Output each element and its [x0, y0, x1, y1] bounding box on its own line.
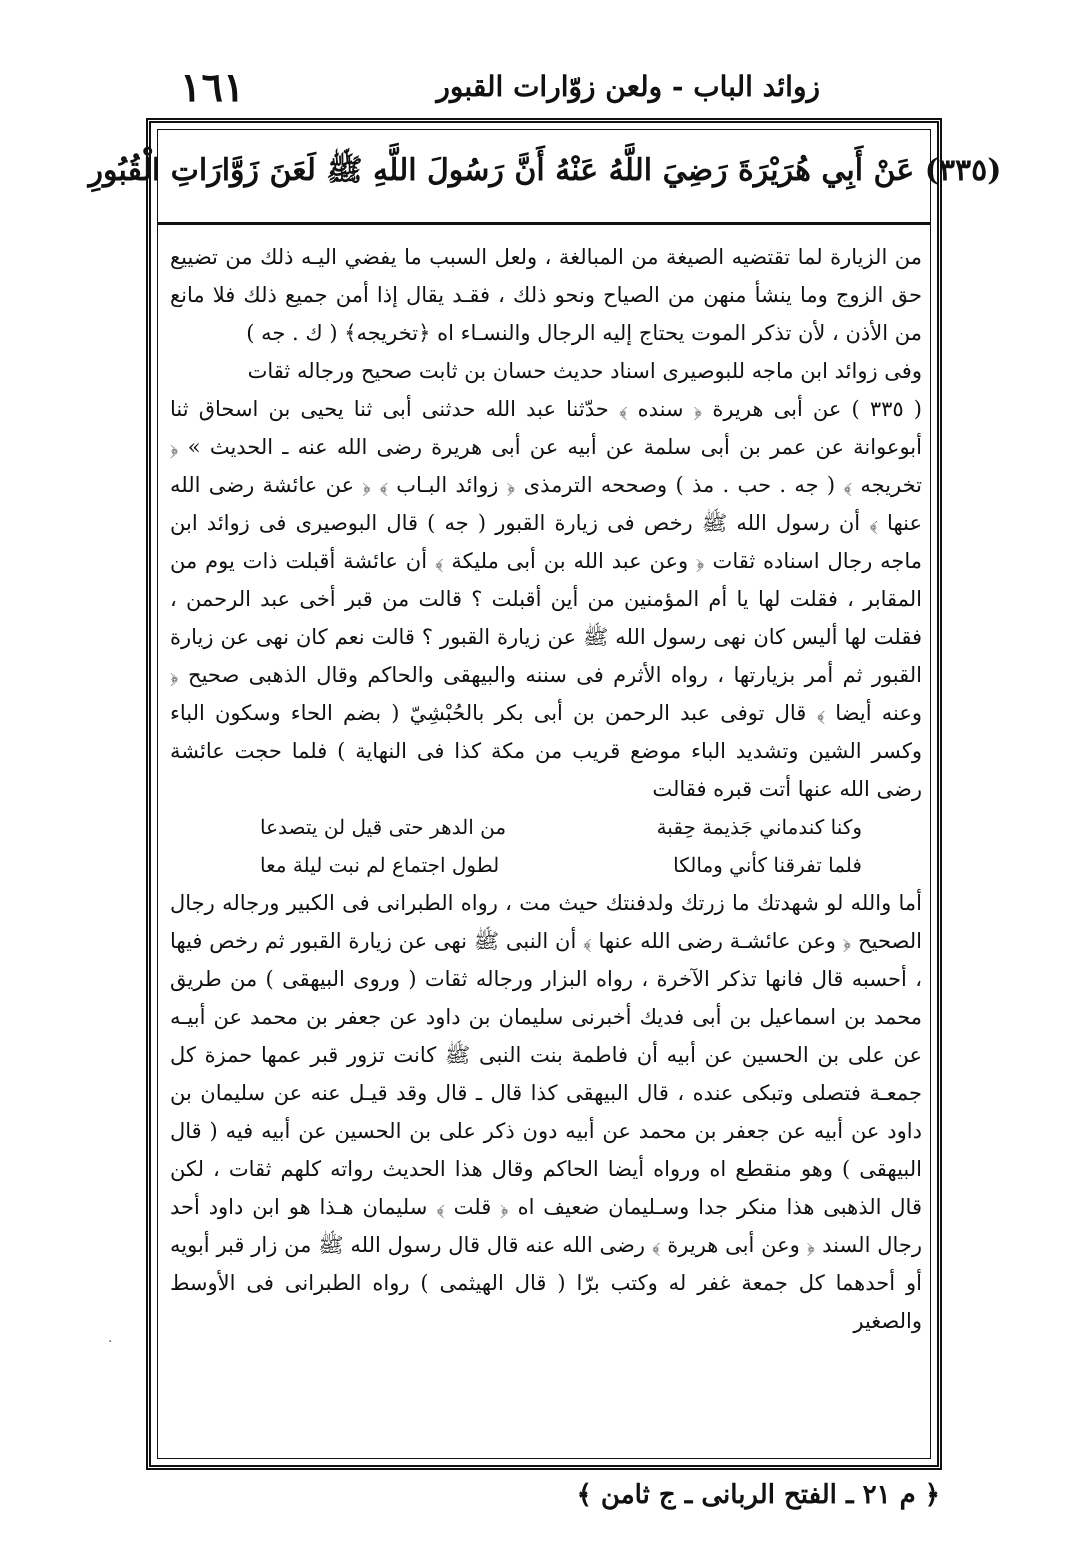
paragraph: ( ٣٣٥ ) عن أبى هريرة ﴿ سنده ﴾ حدّثنا عبد الله حدثنى أبى ثنا يحيى بن اسحاق ثنا أبوعوانة عن عمر بن أبى سلمة عن أبيه عن أبى هريرة رضى الله عنه ـ الحديث » ﴿ تخريجه ﴾ ( جه . حب . مذ ) وصححه الترمذى ﴿ زوائد البـاب ﴾ ﴿ عن عائشة رضى الله عنها ﴾ أن رسول الله ﷺ رخص فى زيارة القبور ( جه ) قال البوصيرى فى زوائد ابن ماجه رجال اسناده ثقات ﴿ وعن عبد الله بن أبى مليكة ﴾ أن عائشة أقبلت ذات يوم من المقابر ، فقلت لها يا أم المؤمنين من أين أقبلت ؟ قالت من قبر أخى عبد الرحمن ، فقلت لها أليس كان نهى رسول الله ﷺ عن زيارة القبور ؟ قالت نعم كان نهى عن زيارة القبور ثم أمر بزيارتها ، رواه الأثرم فى سننه والبيهقى والحاكم وقال الذهبى صحيح ﴿ وعنه أيضا ﴾ قال توفى عبد الرحمن بن أبى بكر بالحُبْشِيّ ( بضم الحاء وسكون الباء وكسر الشين وتشديد الباء موضع قريب من مكة كذا فى النهاية ) فلما حجت عائشة رضى الله عنها أتت قبره فقالت — [170, 397, 922, 801]
heading-divider — [158, 222, 930, 225]
verse-hemistich-right: وكنا كندماني جَذيمة حِقبة — [656, 815, 862, 839]
running-title: زوائد الباب - ولعن زوّارات القبور — [436, 70, 820, 103]
paragraph: وفى زوائد ابن ماجه للبوصيرى اسناد حديث حسان بن ثابت صحيح ورجاله ثقات — [247, 359, 922, 383]
verse-hemistich-right: فلما تفرقنا كأني ومالكا — [673, 853, 862, 877]
verse-hemistich-left: لطول اجتماع لم نبت ليلة معا — [260, 853, 500, 877]
hadith-heading: (٣٣٥) عَنْ أَبِي هُرَيْرَةَ رَضِيَ اللَّهُ عَنْهُ أَنَّ رَسُولَ اللَّهِ ﷺ لَعَنَ زَوَّارَاتِ الْقُبُورِ — [88, 152, 1002, 188]
page-number: ١٦١ — [180, 64, 245, 111]
paragraph: أما والله لو شهدتك ما زرتك ولدفنتك حيث مت ، رواه الطبرانى فى الكبير ورجاله رجال الصحيح ﴿ وعن عائشـة رضى الله عنها ﴾ أن النبى ﷺ نهى عن زيارة القبور ثم رخص فيها ، أحسبه قال فانها تذكر الآخرة ، رواه البزار ورجاله ثقات ( وروى البيهقى ) من طريق محمد بن اسماعيل بن أبى فديك أخبرنى سليمان بن داود عن جعفر بن محمد عن أبيـه عن على بن الحسين عن أبيه أن فاطمة بنت النبى ﷺ كانت تزور قبر عمها حمزة كل جمعـة فتصلى وتبكى عنده ، قال البيهقى كذا قال ـ قال وقد قيـل عنه عن سليمان بن داود عن أبيه عن جعفر بن محمد عن أبيه دون ذكر على بن الحسين عن أبيه فيه ( قال البيهقى ) وهو منقطع اه ورواه أيضا الحاكم وقال هذا الحديث رواته كلهم ثقات ، لكن قال الذهبى هذا منكر جدا وسـليمان ضعيف اه ﴿ قلت ﴾ سليمان هـذا هو ابن داود أحد رجال السند ﴿ وعن أبى هريرة ﴾ رضى الله عنه قال قال رسول الله ﷺ من زار قبر أبويه أو أحدهما كل جمعة غفر له وكتب برّا ( قال الهيثمى ) رواه الطبرانى فى الأوسط والصغير — [170, 891, 922, 1333]
commentary-body — [170, 238, 922, 1458]
verse-line — [170, 846, 922, 884]
verse-hemistich-left: من الدهر حتى قيل لن يتصدعا — [260, 815, 507, 839]
verse-line — [170, 808, 922, 846]
paragraph: من الزيارة لما تقتضيه الصيغة من المبالغة ، ولعل السبب ما يفضي اليـه ذلك من تضييع حق الزوج وما ينشأ منهن من الصياح ونحو ذلك ، فقـد يقال إذا أمن جميع ذلك فلا مانع من الأذن ، لأن تذكر الموت يحتاج إليه الرجال والنسـاء اه ﴿تخريجه﴾ ( ك . جه ) — [170, 245, 922, 345]
margin-mark: · — [108, 1334, 113, 1350]
footer-signature: ﴿ م ٢١ ـ الفتح الربانى ـ ج ثامن ﴾ — [576, 1480, 940, 1510]
page-header — [150, 62, 940, 112]
